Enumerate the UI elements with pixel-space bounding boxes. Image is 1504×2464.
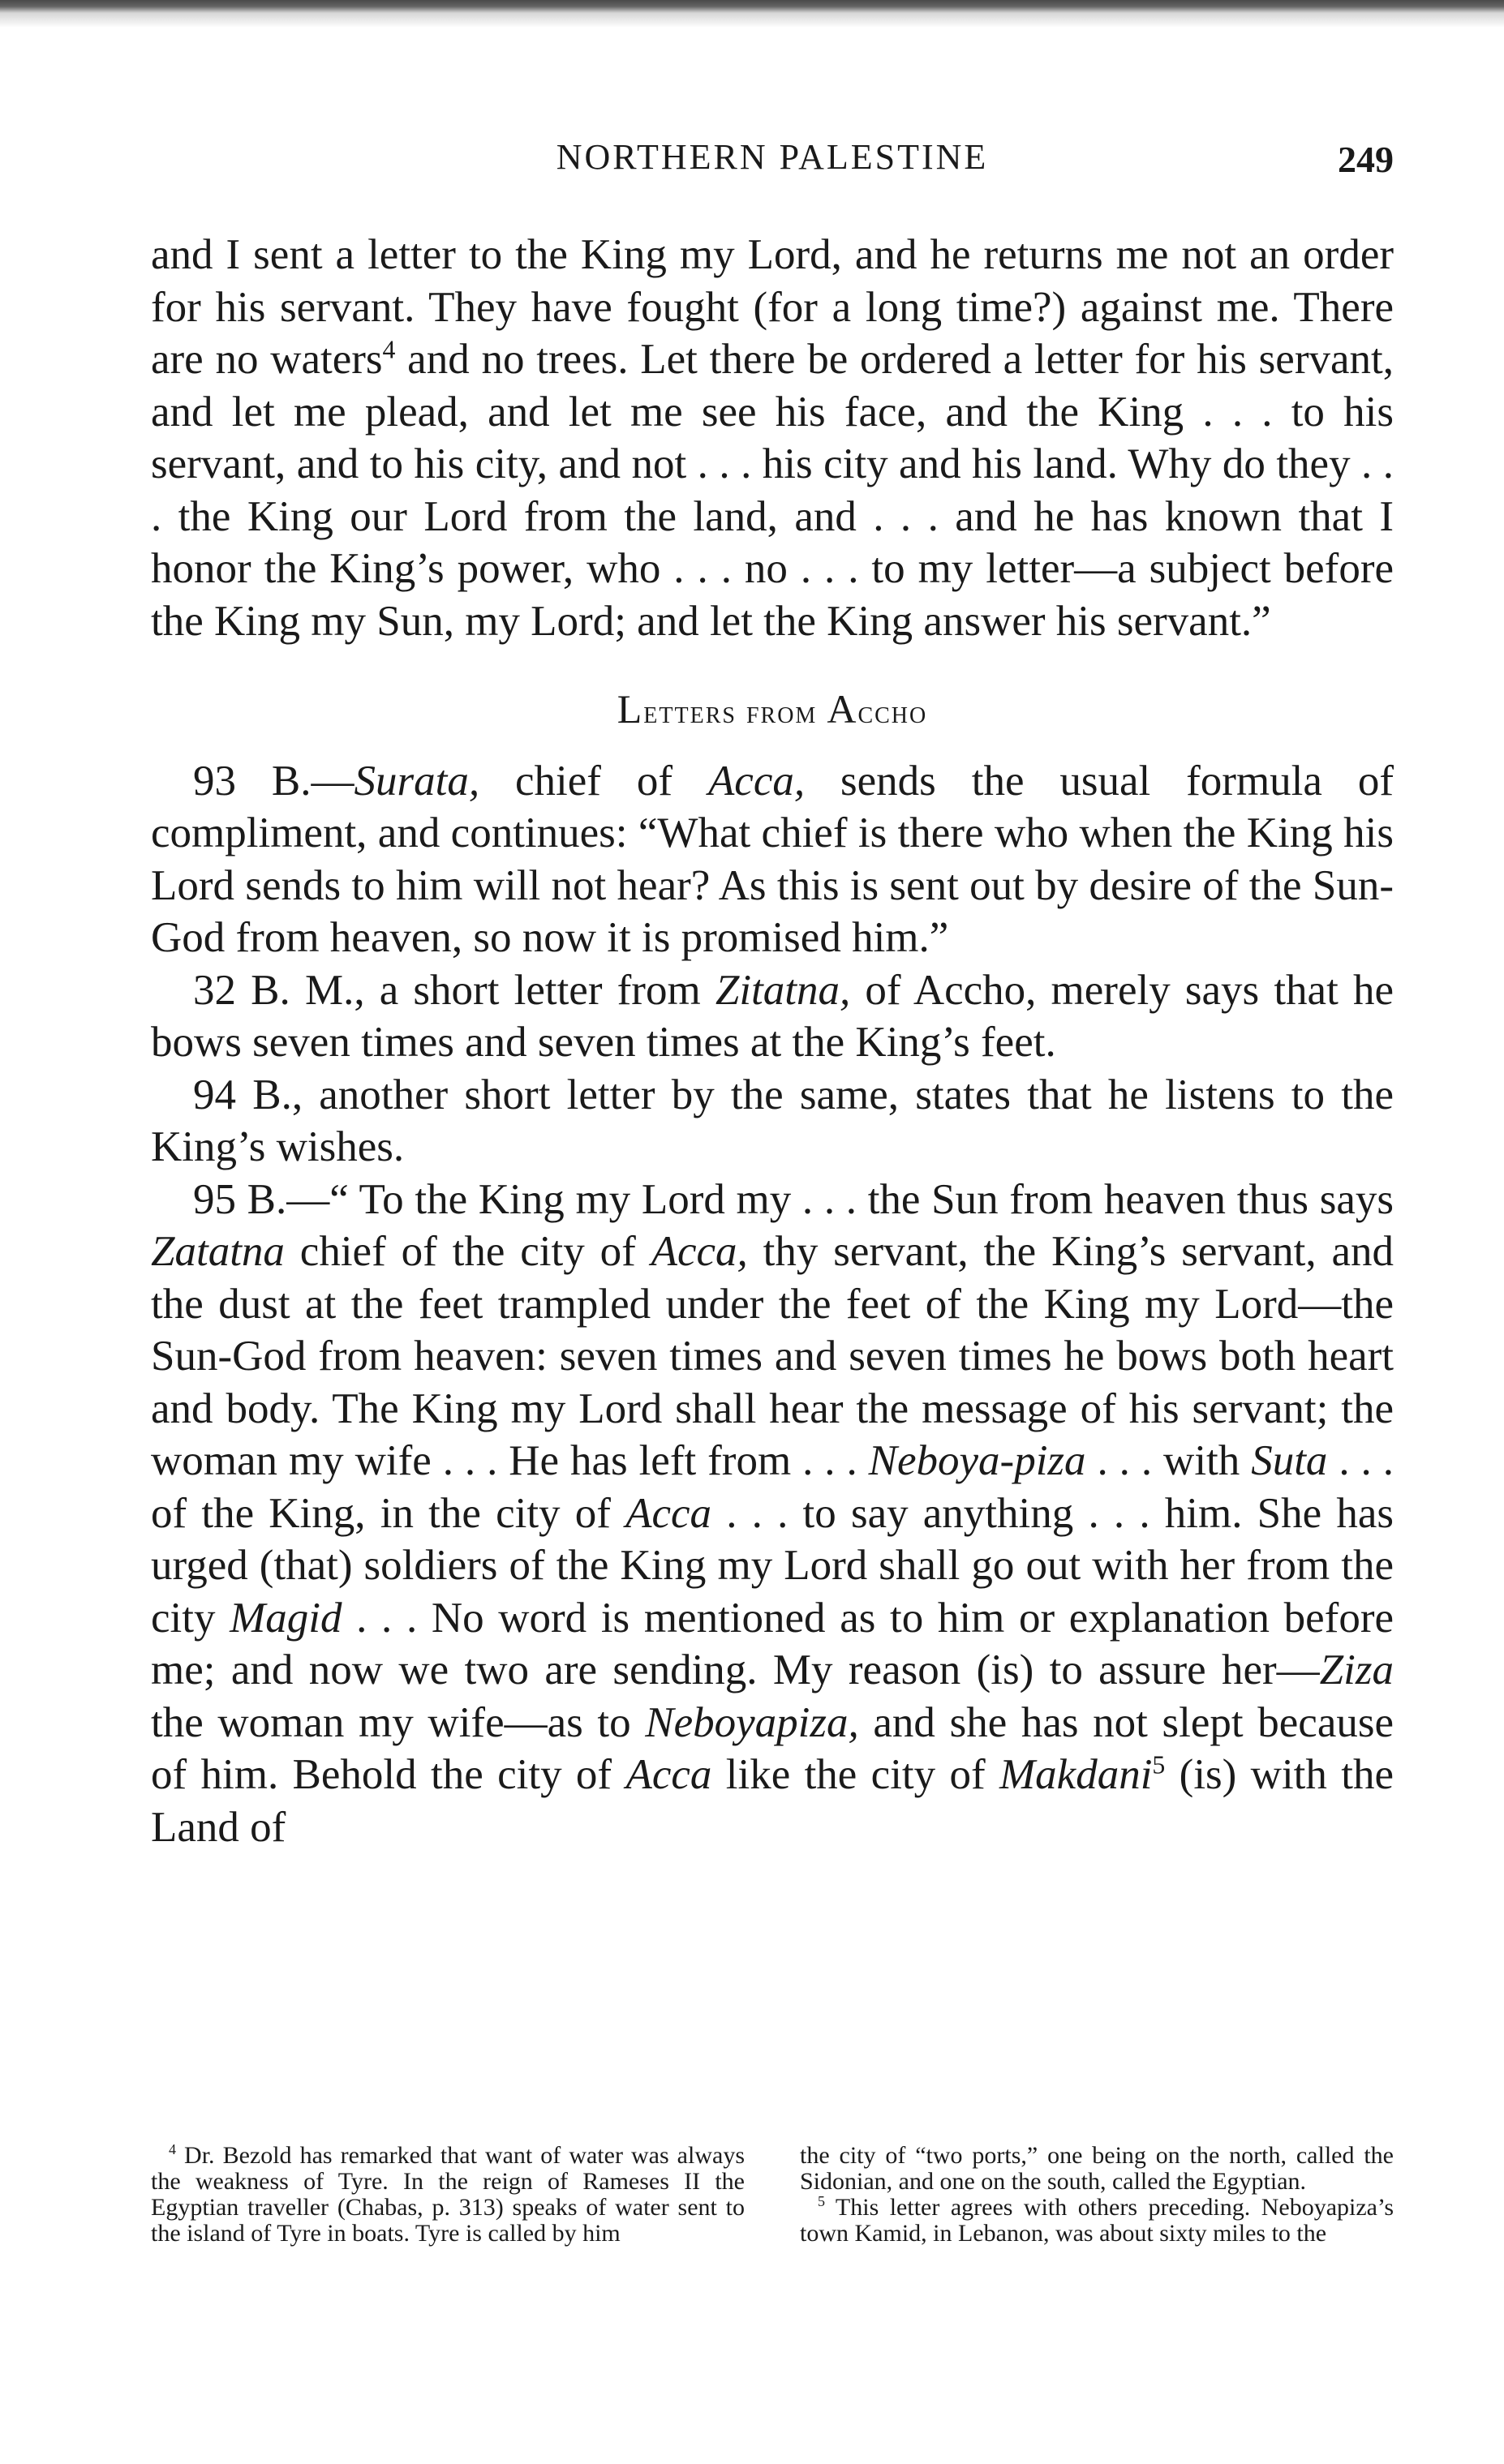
footnote-mark: 5 — [818, 2193, 825, 2209]
italic-place: Acca, — [707, 757, 806, 805]
italic-name: Ziza — [1319, 1646, 1394, 1693]
italic-place: Acca, — [651, 1228, 748, 1275]
italic-name: Neboya-piza — [868, 1437, 1086, 1484]
text-span: thy servant, the King’s servant, and the dust at the feet trampled under the feet of the King my Lord—the Sun-God from heaven: seven times and seven times he bows both heart and body. The King my Lord shall hear the message of his servant; the woman my wife . . . He has left from . . . — [151, 1228, 1394, 1484]
italic-name: Zitatna, — [715, 966, 851, 1014]
italic-name: Zatatna — [151, 1228, 285, 1275]
text-span: 95 B.—“ To the King my Lord my . . . the Sun from heaven thus says — [193, 1175, 1394, 1223]
text-span: the woman my wife—as to — [151, 1698, 646, 1746]
paragraph-continued — [151, 229, 1394, 647]
page-header — [151, 136, 1394, 185]
text-span: sends the usual formula of compliment, and continues: “What chief is there who when the King his Lord sends to him will not hear? As this is sent out by desire of the Sun-God from heaven, so now it is promised him.” — [151, 757, 1394, 961]
footnote-ref-5: 5 — [1152, 1750, 1166, 1779]
main-text — [151, 229, 1394, 1853]
page-number: 249 — [1338, 139, 1394, 180]
italic-place: Makdani — [999, 1751, 1153, 1798]
footnote-text: Dr. Bezold has remarked that want of water was always the weakness of Tyre. In the reign of Rameses II the Egyptian traveller (Chabas, p. 313) speaks of water sent to the island of Tyre in boats. Tyre is called by him — [151, 2142, 745, 2247]
paragraph-93b — [151, 755, 1394, 964]
heading-initial: A — [827, 686, 858, 732]
text-span: 93 B.— — [193, 757, 355, 805]
section-heading — [151, 683, 1394, 739]
heading-initial: L — [617, 686, 644, 732]
text-span: and she has not slept because of him. Behold the city of — [151, 1698, 1394, 1798]
text-span: . . . with — [1085, 1437, 1252, 1484]
italic-name: Surata, — [354, 757, 480, 805]
paragraph-95b — [151, 1174, 1394, 1854]
running-head: NORTHERN PALESTINE — [556, 137, 989, 177]
text-span: and no trees. Let there be ordered a letter for his servant, and let me plead, and let me see his face, and the King . . . to his servant, and to his city, and not . . . his city and his land. Why do they . . . the King our Lord from the land, and . . . and he has known that I honor the King’s power, who . . . no . . . to my letter—a subject before the King my Sun, my Lord; and let the King answer his servant.” — [151, 336, 1394, 645]
text-span: chief of the city of — [284, 1228, 651, 1275]
italic-place: Magid — [230, 1594, 342, 1642]
paragraph-32bm — [151, 964, 1394, 1069]
text-span: . . . No word is mentioned as to him or explanation before me; and now we two are sending. My reason (is) to assure her— — [151, 1594, 1394, 1693]
footnote-column-right — [800, 2143, 1394, 2247]
footnote-column-left — [151, 2143, 745, 2247]
footnote-mark: 4 — [169, 2141, 176, 2157]
text-span: 32 B. M., a short letter from — [193, 966, 715, 1014]
footnote-text: This letter agrees with others preceding. Neboyapiza’s town Kamid, in Lebanon, was about sixty miles to the — [800, 2194, 1394, 2247]
scan-edge-shadow — [0, 0, 1504, 32]
text-span: . . . to say anything . . . him. She has urged (that) soldiers of the King my Lord shall go out with her from the city — [151, 1489, 1394, 1642]
text-span: of Accho, merely says that he bows seven times and seven times at the King’s feet. — [151, 966, 1394, 1066]
italic-place: Acca — [625, 1751, 712, 1798]
text-span: (is) with the Land of — [151, 1751, 1394, 1851]
footnote-5 — [800, 2195, 1394, 2247]
heading-text: etters from — [643, 693, 827, 730]
text-span: chief of — [479, 757, 708, 805]
paragraph-94b: 94 B., another short letter by the same, states that he listens to the King’s wishes. — [151, 1071, 1394, 1170]
italic-name: Suta — [1251, 1437, 1328, 1484]
text-span: and I sent a letter to the King my Lord, and he returns me not an order for his servant. They have fought (for a long time?) against me. There are no waters — [151, 231, 1394, 383]
heading-text: ccho — [857, 693, 928, 730]
footnotes — [151, 2143, 1394, 2247]
footnote-ref-4: 4 — [382, 335, 396, 364]
text-span: like the city of — [711, 1751, 1000, 1798]
footnote-4 — [151, 2143, 745, 2247]
text-span: . . . of the King, in the city of — [151, 1437, 1394, 1537]
italic-place: Acca — [625, 1489, 712, 1537]
footnote-4-continued: the city of “two ports,” one being on the north, called the Sidonian, and one on the south, called the Egyptian. — [800, 2142, 1394, 2195]
italic-name: Neboyapiza, — [645, 1698, 859, 1746]
